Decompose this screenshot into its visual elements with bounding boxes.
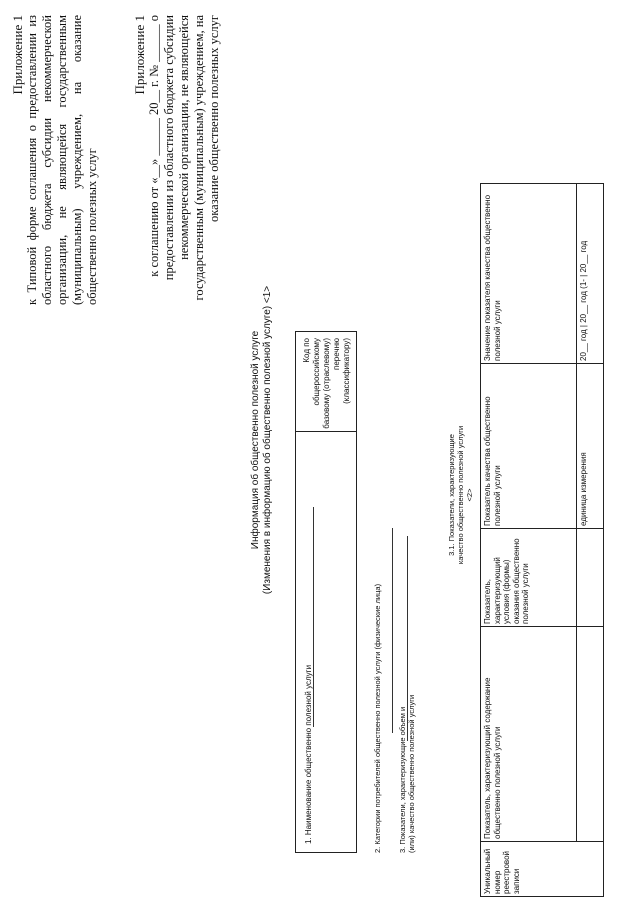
appendix-main-title: Приложение 1	[10, 15, 25, 95]
year1-label: 20__ год	[579, 329, 589, 361]
unit-subcell: единица измерения	[577, 364, 604, 529]
year2-label: 20__ год (1-	[579, 279, 589, 323]
appendix-sub-body: к соглашению от «__» ______ 20__ г. № ______ о предоставлении из областного бюджета субсидии некоммерческой организации, не являющейся государственным (муниципальным) учреждением, на оказание общественно полезных услуг	[147, 15, 221, 301]
header-content-indicator: Показатель, характеризующий содержание общественно полезной услуги	[481, 627, 577, 842]
consumer-category-label: 2. Категории потребителей общественно полезной услуги (физические лица)	[373, 583, 382, 853]
classifier-code-label: Код по общероссийскому базовому (отраслевому) перечню (классификатору)	[296, 332, 356, 432]
quality-indicators-table	[480, 183, 604, 897]
appendix-main-block	[10, 15, 100, 305]
service-name-line	[313, 507, 314, 727]
year3-label: 20__ год	[579, 240, 589, 273]
header-quality-value: Значение показателя качества общественно полезной услуги	[481, 184, 577, 364]
table-header-row	[481, 184, 577, 897]
content-subcells	[577, 627, 604, 842]
quality-indicators-heading: 3.1. Показатели, характеризующие качество общественно полезной услуги <2>	[447, 425, 474, 565]
consumer-category-block	[373, 533, 382, 853]
consumer-category-line	[392, 528, 393, 733]
conditions-subcells	[577, 529, 604, 627]
indicators-label: 3. Показатели, характеризующие объем и (или) качество общественно полезной услуги	[398, 694, 416, 853]
appendix-sub-title: Приложение 1	[132, 15, 147, 95]
info-title: Информация об общественно полезной услуге	[250, 330, 261, 550]
header-conditions-indicator: Показатель, характеризующий условия (формы) оказания общественно полезной услуги	[481, 529, 577, 627]
info-subtitle: (Изменения в информацию об общественно полезной услуге) <1>	[262, 285, 273, 595]
header-unique-number: Уникальный номер реестровой записи	[481, 842, 604, 897]
indicators-block	[398, 693, 416, 853]
appendix-main-body: к Типовой форме соглашения о предоставлении из областного бюджета субсидии некоммерческой организации, не являющейся государственным (муниципальным) учреждением, на оказание общественно полезных услуг	[25, 15, 99, 305]
appendix-sub-block	[132, 15, 222, 305]
table-subheader-row	[577, 184, 604, 897]
service-name-box	[295, 331, 357, 853]
indicators-line	[407, 536, 408, 741]
header-quality-indicator: Показатель качества общественно полезной услуги	[481, 364, 577, 529]
service-name-label: 1. Наименование общественно полезной услуги	[304, 664, 313, 844]
info-heading	[250, 275, 274, 605]
year-subcells: 20__ год | 20__ год (1- | 20__ год	[577, 184, 604, 364]
